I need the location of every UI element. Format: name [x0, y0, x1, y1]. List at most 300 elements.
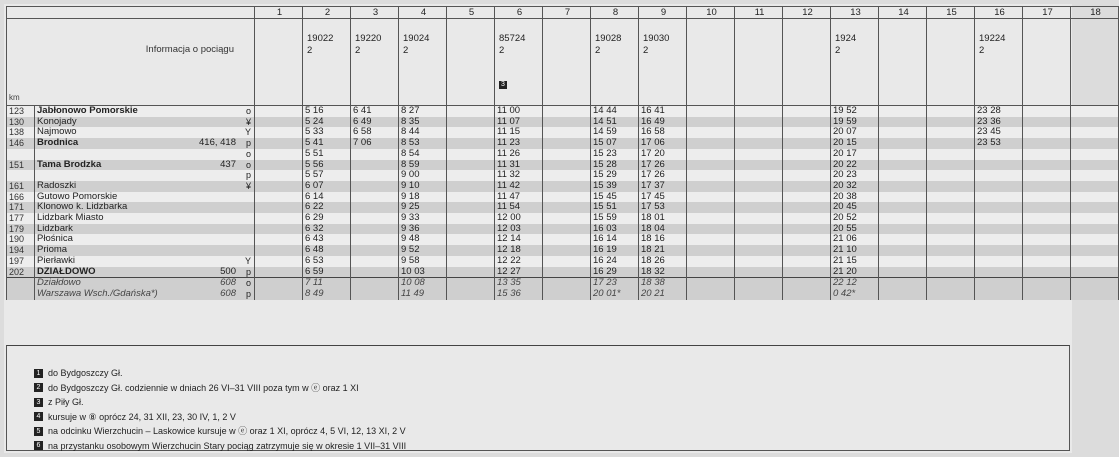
- timetable-table: [6, 6, 1119, 300]
- footnote-item: [34, 424, 406, 439]
- column-number-7: 7: [543, 7, 591, 19]
- train-number: 19224: [979, 33, 1006, 44]
- time-cell: 9 58: [399, 256, 447, 267]
- time-cell: [1071, 213, 1119, 224]
- time-cell: [351, 202, 399, 213]
- time-cell: 17 37: [639, 181, 687, 192]
- time-cell: [879, 181, 927, 192]
- station-name: Jabłonowo Pomorskie: [37, 105, 138, 116]
- station-name: Klonowo k. Lidzbarka: [37, 201, 128, 213]
- time-cell: 20 52: [831, 213, 879, 224]
- time-cell: [783, 245, 831, 256]
- train-number: 85724: [499, 33, 526, 44]
- footnote-text: na odcinku Wierzchucin – Laskowice kursuje w ⓔ oraz 1 XI, oprócz 4, 5 VI, 12, 13 XI, 2 V: [48, 426, 406, 436]
- time-cell: 16 58: [639, 127, 687, 138]
- time-cell: [783, 106, 831, 117]
- time-cell: 12 00: [495, 213, 543, 224]
- time-cell: [1023, 127, 1071, 138]
- time-cell: 9 25: [399, 202, 447, 213]
- time-cell: 22 12: [831, 278, 879, 289]
- time-cell: [879, 256, 927, 267]
- time-cell: 11 15: [495, 127, 543, 138]
- km-label: km: [9, 93, 20, 103]
- time-cell: [975, 267, 1023, 278]
- time-cell: 5 16: [303, 106, 351, 117]
- time-cell: [255, 202, 303, 213]
- time-cell: [735, 267, 783, 278]
- time-cell: 14 44: [591, 106, 639, 117]
- footnote-text: do Bydgoszczy Gł. codziennie w dniach 26 VI–31 VIII poza tym w ⓔ oraz 1 XI: [48, 382, 359, 393]
- time-cell: [927, 117, 975, 128]
- time-cell: [1023, 245, 1071, 256]
- station-name: Konojady: [37, 115, 77, 127]
- time-cell: 23 45: [975, 127, 1023, 138]
- time-cell: [879, 149, 927, 160]
- time-cell: [351, 149, 399, 160]
- time-cell: [783, 213, 831, 224]
- train-info-cell: [831, 19, 879, 106]
- time-cell: [879, 192, 927, 203]
- time-cell: [735, 213, 783, 224]
- time-cell: 6 53: [303, 256, 351, 267]
- time-cell: 11 26: [495, 149, 543, 160]
- time-cell: [687, 127, 735, 138]
- time-cell: [735, 170, 783, 181]
- time-cell: [255, 192, 303, 203]
- time-cell: 12 14: [495, 234, 543, 245]
- station-name: Gutowo Pomorskie: [37, 190, 118, 202]
- time-cell: [1023, 106, 1071, 117]
- time-cell: 18 38: [639, 278, 687, 289]
- time-cell: [735, 181, 783, 192]
- time-cell: 15 29: [591, 170, 639, 181]
- time-cell: [735, 234, 783, 245]
- time-cell: 8 53: [399, 138, 447, 149]
- time-cell: 6 59: [303, 267, 351, 278]
- km-cell: 166: [7, 192, 35, 203]
- timetable-row: [7, 181, 1119, 192]
- footnote-item: [34, 410, 406, 425]
- time-cell: [543, 245, 591, 256]
- time-cell: 17 23: [591, 278, 639, 289]
- time-cell: 15 39: [591, 181, 639, 192]
- time-cell: [1071, 106, 1119, 117]
- time-cell: [735, 149, 783, 160]
- km-cell: [7, 170, 35, 181]
- time-cell: 10 03: [399, 267, 447, 278]
- train-info-cell: [447, 19, 495, 106]
- train-info-cell: [927, 19, 975, 106]
- timetable-row: [7, 245, 1119, 256]
- time-cell: [927, 224, 975, 235]
- timetable-row: [7, 278, 1119, 289]
- time-cell: 9 33: [399, 213, 447, 224]
- column-number-14: 14: [879, 7, 927, 19]
- time-cell: 6 48: [303, 245, 351, 256]
- train-info-title: Informacja o pociągu: [145, 44, 234, 55]
- column-number-4: 4: [399, 7, 447, 19]
- time-cell: [447, 181, 495, 192]
- train-note-wrap: [499, 57, 540, 90]
- time-cell: [975, 202, 1023, 213]
- column-number-12: 12: [783, 7, 831, 19]
- time-cell: 15 59: [591, 213, 639, 224]
- time-cell: [447, 149, 495, 160]
- time-cell: 15 07: [591, 138, 639, 149]
- time-cell: 6 43: [303, 234, 351, 245]
- time-cell: 6 32: [303, 224, 351, 235]
- footnote-item: [34, 381, 406, 396]
- time-cell: [735, 138, 783, 149]
- arr-dep-mark: p: [245, 170, 251, 181]
- time-cell: [1023, 289, 1071, 300]
- connection-ref: 500: [220, 265, 236, 277]
- time-cell: 16 03: [591, 224, 639, 235]
- time-cell: [543, 213, 591, 224]
- km-cell: 161: [7, 181, 35, 192]
- time-cell: [975, 234, 1023, 245]
- station-name: Najmowo: [37, 126, 77, 138]
- column-number-11: 11: [735, 7, 783, 19]
- time-cell: [447, 202, 495, 213]
- time-cell: 20 21: [639, 289, 687, 300]
- time-cell: 12 03: [495, 224, 543, 235]
- time-cell: [255, 224, 303, 235]
- time-cell: [783, 160, 831, 171]
- time-cell: [351, 245, 399, 256]
- time-cell: [543, 149, 591, 160]
- time-cell: 11 23: [495, 138, 543, 149]
- time-cell: [783, 202, 831, 213]
- km-cell: 151: [7, 160, 35, 171]
- timetable-row: [7, 138, 1119, 149]
- footnote-item: [34, 439, 406, 454]
- train-info-cell: [399, 19, 447, 106]
- time-cell: [543, 138, 591, 149]
- time-cell: [543, 117, 591, 128]
- time-cell: 8 44: [399, 127, 447, 138]
- timetable-row: [7, 170, 1119, 181]
- time-cell: [1023, 267, 1071, 278]
- train-info-cell: [879, 19, 927, 106]
- time-cell: 20 01*: [591, 289, 639, 300]
- time-cell: 5 57: [303, 170, 351, 181]
- time-cell: 18 01: [639, 213, 687, 224]
- train-number: 19028: [595, 33, 622, 44]
- time-cell: 16 41: [639, 106, 687, 117]
- time-cell: [447, 245, 495, 256]
- time-cell: [783, 192, 831, 203]
- time-cell: [735, 278, 783, 289]
- time-cell: [255, 289, 303, 300]
- time-cell: [543, 170, 591, 181]
- time-cell: 11 07: [495, 117, 543, 128]
- time-cell: [735, 117, 783, 128]
- arr-dep-mark: Y: [244, 255, 251, 266]
- time-cell: 9 10: [399, 181, 447, 192]
- footnote-item: [34, 395, 406, 410]
- time-cell: 6 07: [303, 181, 351, 192]
- time-cell: 21 15: [831, 256, 879, 267]
- time-cell: [447, 170, 495, 181]
- time-cell: [735, 192, 783, 203]
- train-info-cell: [1071, 19, 1119, 106]
- train-class: 2: [307, 45, 313, 56]
- timetable-row: [7, 192, 1119, 203]
- km-cell: 177: [7, 213, 35, 224]
- train-info-cell: [495, 19, 543, 106]
- time-cell: [687, 278, 735, 289]
- column-number-18: 18: [1071, 7, 1119, 19]
- time-cell: 9 36: [399, 224, 447, 235]
- train-info-row: [7, 19, 1119, 106]
- time-cell: [1023, 117, 1071, 128]
- km-cell: 171: [7, 202, 35, 213]
- time-cell: [879, 106, 927, 117]
- time-cell: 9 52: [399, 245, 447, 256]
- timetable-body: [7, 106, 1119, 300]
- time-cell: [879, 202, 927, 213]
- timetable-row: [7, 256, 1119, 267]
- station-cell: [35, 160, 255, 171]
- time-cell: [447, 267, 495, 278]
- time-cell: [879, 224, 927, 235]
- time-cell: 11 49: [399, 289, 447, 300]
- timetable-row: [7, 234, 1119, 245]
- time-cell: 6 29: [303, 213, 351, 224]
- time-cell: 6 49: [351, 117, 399, 128]
- time-cell: 5 33: [303, 127, 351, 138]
- time-cell: 20 23: [831, 170, 879, 181]
- time-cell: 16 19: [591, 245, 639, 256]
- time-cell: [447, 160, 495, 171]
- time-cell: [255, 234, 303, 245]
- timetable-row: [7, 117, 1119, 128]
- time-cell: 12 27: [495, 267, 543, 278]
- time-cell: [975, 289, 1023, 300]
- time-cell: [687, 234, 735, 245]
- time-cell: 18 04: [639, 224, 687, 235]
- time-cell: [687, 213, 735, 224]
- time-cell: [255, 149, 303, 160]
- header-corner: [7, 7, 255, 19]
- time-cell: [879, 160, 927, 171]
- time-cell: [927, 127, 975, 138]
- km-cell: 202: [7, 267, 35, 278]
- footnote-text: na przystanku osobowym Wierzchucin Stary pociąg zatrzymuje się w okresie 1 VII–31 VIII: [48, 440, 407, 451]
- train-number: 1924: [835, 33, 857, 44]
- time-cell: [351, 213, 399, 224]
- time-cell: [687, 267, 735, 278]
- station-name: Warszawa Wsch./Gdańska*): [37, 287, 158, 299]
- column-number-16: 16: [975, 7, 1023, 19]
- time-cell: [927, 160, 975, 171]
- arr-dep-mark: o: [245, 148, 251, 159]
- time-cell: [783, 256, 831, 267]
- time-cell: [927, 192, 975, 203]
- timetable-sheet: [4, 4, 1101, 453]
- column-number-8: 8: [591, 7, 639, 19]
- time-cell: [1071, 117, 1119, 128]
- time-cell: [255, 245, 303, 256]
- footnote-text: z Piły Gł.: [48, 397, 84, 407]
- time-cell: [687, 149, 735, 160]
- time-cell: 20 55: [831, 224, 879, 235]
- time-cell: 23 53: [975, 138, 1023, 149]
- time-cell: [879, 138, 927, 149]
- time-cell: [783, 181, 831, 192]
- timetable-row: [7, 127, 1119, 138]
- time-cell: 12 22: [495, 256, 543, 267]
- time-cell: [735, 127, 783, 138]
- time-cell: [1071, 138, 1119, 149]
- arr-dep-mark: p: [245, 138, 251, 149]
- time-cell: [255, 106, 303, 117]
- column-number-2: 2: [303, 7, 351, 19]
- column-number-9: 9: [639, 7, 687, 19]
- time-cell: [879, 234, 927, 245]
- time-cell: [255, 170, 303, 181]
- footnote-text: kursuje w ⑧ oprócz 24, 31 XII, 23, 30 IV, 1, 2 V: [48, 411, 236, 422]
- time-cell: [1071, 202, 1119, 213]
- time-cell: [687, 202, 735, 213]
- time-cell: [255, 213, 303, 224]
- km-cell: 146: [7, 138, 35, 149]
- footnote-number-badge: 1: [34, 369, 43, 378]
- footnote-text: do Bydgoszczy Gł.: [48, 368, 123, 378]
- time-cell: 10 08: [399, 278, 447, 289]
- train-number: 19220: [355, 33, 382, 44]
- km-cell: 130: [7, 117, 35, 128]
- time-cell: 16 49: [639, 117, 687, 128]
- train-info-cell: [1023, 19, 1071, 106]
- time-cell: 18 26: [639, 256, 687, 267]
- arr-dep-mark: p: [245, 288, 251, 299]
- footnote-number-badge: 4: [34, 412, 43, 421]
- train-info-cell: [591, 19, 639, 106]
- time-cell: [975, 224, 1023, 235]
- time-cell: [543, 256, 591, 267]
- time-cell: [543, 127, 591, 138]
- time-cell: [543, 160, 591, 171]
- time-cell: 8 27: [399, 106, 447, 117]
- footnote-number-badge: 5: [34, 427, 43, 436]
- time-cell: 21 06: [831, 234, 879, 245]
- column-number-1: 1: [255, 7, 303, 19]
- station-name: Lidzbark: [37, 222, 73, 234]
- time-cell: [927, 234, 975, 245]
- train-number: 19022: [307, 33, 334, 44]
- time-cell: [783, 289, 831, 300]
- time-cell: [543, 181, 591, 192]
- time-cell: [687, 256, 735, 267]
- column-number-17: 17: [1023, 7, 1071, 19]
- column-number-5: 5: [447, 7, 495, 19]
- time-cell: 15 23: [591, 149, 639, 160]
- time-cell: [927, 256, 975, 267]
- time-cell: [447, 106, 495, 117]
- time-cell: 17 45: [639, 192, 687, 203]
- train-info-cell: [639, 19, 687, 106]
- station-name: Prioma: [37, 244, 68, 256]
- footnote-ref-badge: 3: [501, 81, 505, 88]
- time-cell: 20 22: [831, 160, 879, 171]
- time-cell: [255, 117, 303, 128]
- arr-dep-mark: o: [245, 159, 251, 170]
- station-cell: [35, 138, 255, 149]
- time-cell: [735, 160, 783, 171]
- train-class: 2: [355, 45, 361, 56]
- time-cell: [879, 245, 927, 256]
- time-cell: [927, 202, 975, 213]
- timetable-row: [7, 202, 1119, 213]
- time-cell: 21 10: [831, 245, 879, 256]
- column-number-10: 10: [687, 7, 735, 19]
- time-cell: [735, 106, 783, 117]
- time-cell: [1023, 138, 1071, 149]
- time-cell: [927, 278, 975, 289]
- station-cell: [35, 289, 255, 300]
- time-cell: 20 45: [831, 202, 879, 213]
- time-cell: [687, 138, 735, 149]
- footnote-number-badge: 2: [34, 383, 43, 392]
- time-cell: 23 28: [975, 106, 1023, 117]
- train-info-label-cell: [7, 19, 255, 106]
- connection-ref: 608: [220, 287, 236, 299]
- footnotes-list: [34, 366, 406, 453]
- time-cell: 5 41: [303, 138, 351, 149]
- km-cell: [7, 278, 35, 289]
- time-cell: [1071, 256, 1119, 267]
- time-cell: 15 28: [591, 160, 639, 171]
- time-cell: [447, 289, 495, 300]
- timetable-row: [7, 149, 1119, 160]
- time-cell: 20 38: [831, 192, 879, 203]
- time-cell: [1071, 160, 1119, 171]
- time-cell: 17 53: [639, 202, 687, 213]
- time-cell: 8 49: [303, 289, 351, 300]
- time-cell: [975, 181, 1023, 192]
- station-name: Brodnica: [37, 137, 79, 149]
- timetable-row: [7, 267, 1119, 278]
- time-cell: [351, 256, 399, 267]
- time-cell: [927, 181, 975, 192]
- time-cell: [351, 160, 399, 171]
- time-cell: 17 26: [639, 160, 687, 171]
- time-cell: [1023, 278, 1071, 289]
- time-cell: [879, 127, 927, 138]
- time-cell: [447, 127, 495, 138]
- time-cell: 17 26: [639, 170, 687, 181]
- time-cell: 5 51: [303, 149, 351, 160]
- km-cell: 179: [7, 224, 35, 235]
- time-cell: [543, 192, 591, 203]
- train-info-cell: [543, 19, 591, 106]
- time-cell: [543, 267, 591, 278]
- time-cell: [927, 213, 975, 224]
- time-cell: [879, 289, 927, 300]
- time-cell: [1071, 224, 1119, 235]
- time-cell: [351, 289, 399, 300]
- time-cell: [927, 138, 975, 149]
- timetable-row: [7, 160, 1119, 171]
- station-name: Działdowo: [37, 277, 81, 289]
- arr-dep-mark: ¥: [245, 116, 251, 127]
- time-cell: [687, 117, 735, 128]
- time-cell: 23 36: [975, 117, 1023, 128]
- time-cell: [687, 289, 735, 300]
- time-cell: [927, 170, 975, 181]
